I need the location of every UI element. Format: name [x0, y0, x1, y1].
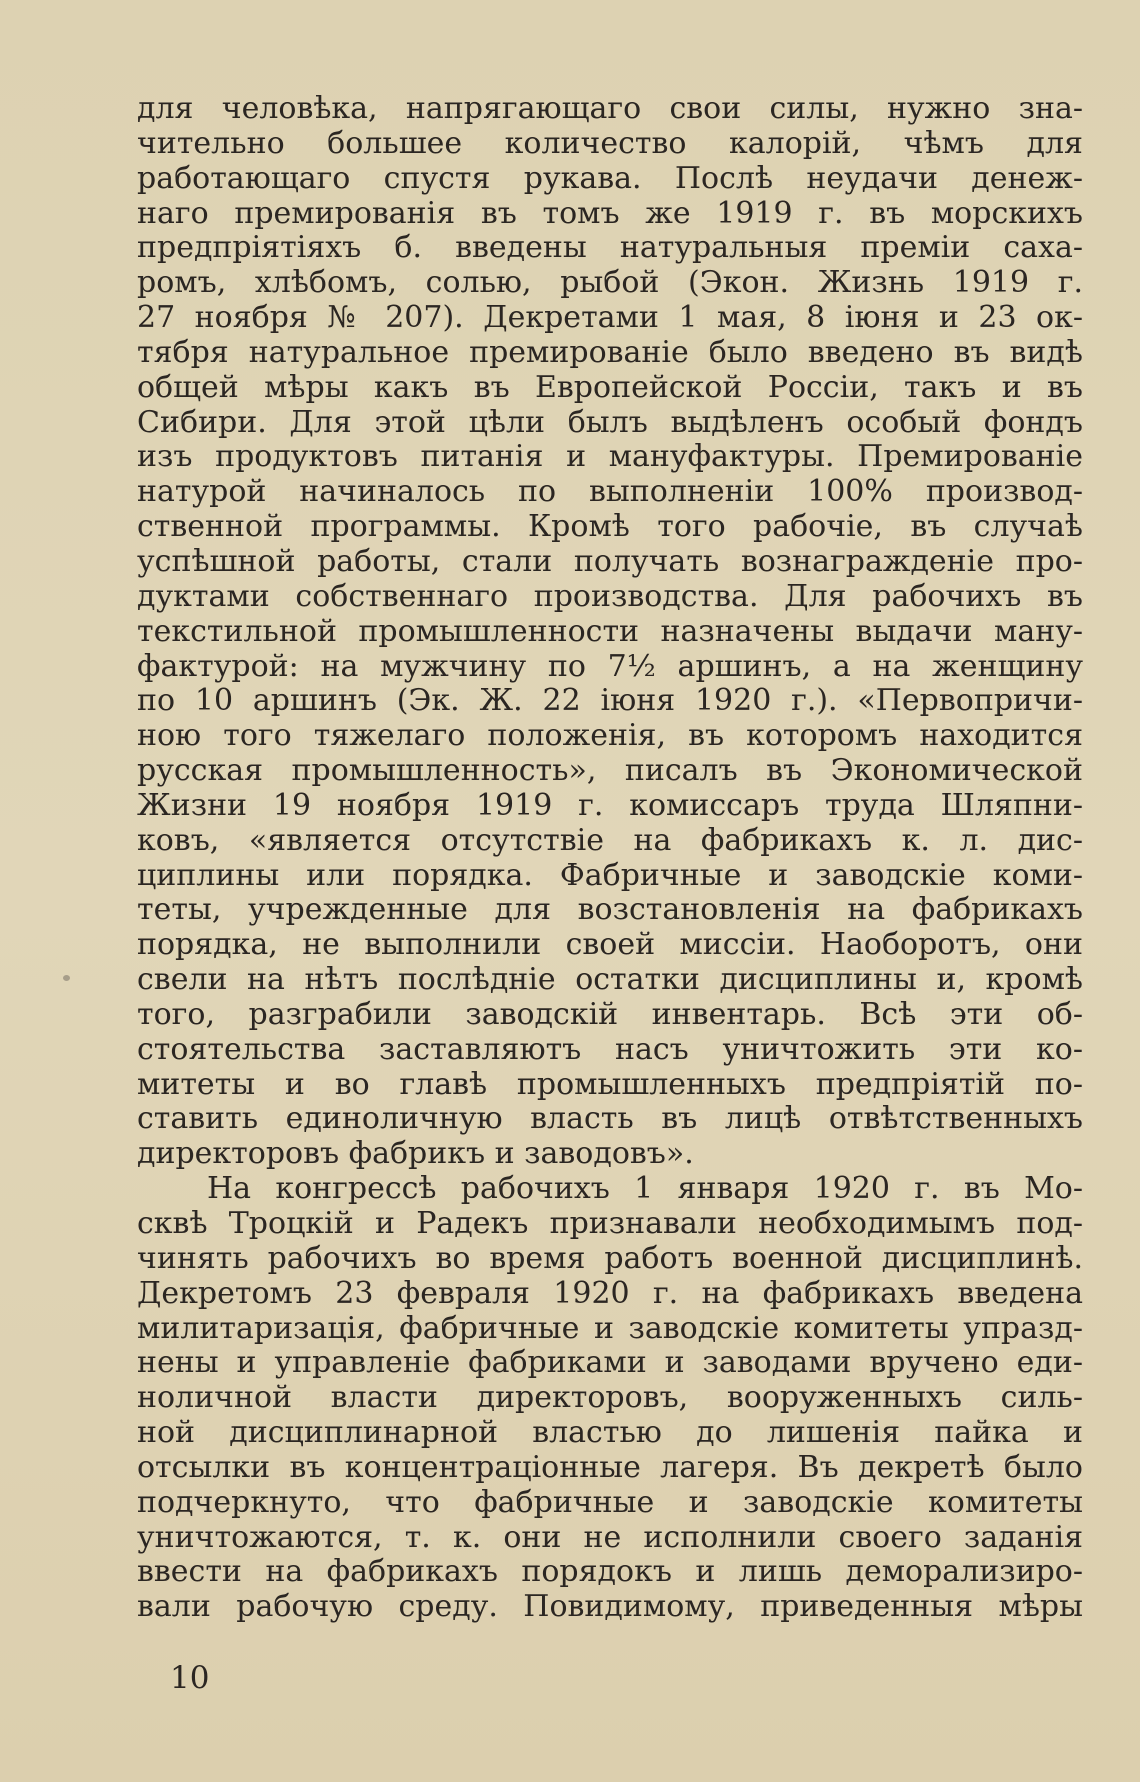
text-line: нены и управленіе фабриками и заводами вручено еди-	[137, 1346, 1083, 1381]
text-line: милитаризація, фабричные и заводскіе комитеты упразд-	[137, 1311, 1083, 1346]
text-line: предпріятіяхъ б. введены натуральныя преміи саха-	[137, 231, 1083, 266]
text-line: работающаго спустя рукава. Послѣ неудачи денеж-	[137, 161, 1083, 196]
text-line: тября натуральное премированіе было введено въ видѣ	[137, 335, 1083, 370]
text-line: 27 ноября № 207). Декретами 1 мая, 8 іюня и 23 ок-	[137, 301, 1083, 336]
text-line: дуктами собственнаго производства. Для рабочихъ въ	[137, 579, 1083, 614]
text-line: Жизни 19 ноября 1919 г. комиссаръ труда Шляпни-	[137, 788, 1083, 823]
text-line: уничтожаются, т. к. они не исполнили своего заданія	[137, 1520, 1083, 1555]
text-line: ною того тяжелаго положенія, въ которомъ находится	[137, 719, 1083, 754]
text-line: ставить единоличную власть въ лицѣ отвѣтственныхъ	[137, 1102, 1083, 1137]
text-line: того, разграбили заводскій инвентарь. Всѣ эти об-	[137, 997, 1083, 1032]
text-line: успѣшной работы, стали получать вознагражденіе про-	[137, 544, 1083, 579]
page-number: 10	[170, 1660, 210, 1696]
text-line: текстильной промышленности назначены выдачи ману-	[137, 614, 1083, 649]
text-line: чинять рабочихъ во время работъ военной дисциплинѣ.	[137, 1241, 1083, 1276]
text-line: ной дисциплинарной властью до лишенія пайка и	[137, 1416, 1083, 1451]
text-line: чительно большее количество калорій, чѣмъ для	[137, 126, 1083, 161]
text-line: теты, учрежденные для возстановленія на фабрикахъ	[137, 893, 1083, 928]
text-line: порядка, не выполнили своей миссіи. Наоборотъ, они	[137, 928, 1083, 963]
text-line: стоятельства заставляютъ насъ уничтожить эти ко-	[137, 1032, 1083, 1067]
text-line: по 10 аршинъ (Эк. Ж. 22 іюня 1920 г.). «Первопричи-	[137, 684, 1083, 719]
text-line: ковъ, «является отсутствіе на фабрикахъ к. л. дис-	[137, 823, 1083, 858]
text-line: Сибири. Для этой цѣли былъ выдѣленъ особый фондъ	[137, 405, 1083, 440]
text-line: общей мѣры какъ въ Европейской Россіи, такъ и въ	[137, 370, 1083, 405]
text-line: сквѣ Троцкій и Радекъ признавали необходимымъ под-	[137, 1207, 1083, 1241]
text-line: митеты и во главѣ промышленныхъ предпріятій по-	[137, 1067, 1083, 1102]
text-line: русская промышленность», писалъ въ Экономической	[137, 754, 1083, 789]
text-line: ноличной власти директоровъ, вооруженныхъ силь-	[137, 1381, 1083, 1416]
text-line: фактурой: на мужчину по 7½ аршинъ, а на женщину	[137, 649, 1083, 684]
text-line: ввести на фабрикахъ порядокъ и лишь деморализиро-	[137, 1555, 1083, 1590]
text-line: изъ продуктовъ питанія и мануфактуры. Премированіе	[137, 440, 1083, 475]
page-text	[137, 92, 1083, 1625]
text-line: наго премированія въ томъ же 1919 г. въ морскихъ	[137, 196, 1083, 231]
text-line: На конгрессѣ рабочихъ 1 января 1920 г. въ Мо-	[207, 1172, 1083, 1207]
text-line: подчеркнуто, что фабричные и заводскіе комитеты	[137, 1485, 1083, 1520]
text-line: ственной программы. Кромѣ того рабочіе, въ случаѣ	[137, 510, 1083, 545]
text-line: вали рабочую среду. Повидимому, приведенныя мѣры	[137, 1590, 1083, 1625]
text-line: свели на нѣтъ послѣдніе остатки дисциплины и, кромѣ	[137, 963, 1083, 998]
text-line: отсылки въ концентраціонные лагеря. Въ декретѣ было	[137, 1450, 1083, 1485]
text-line: ромъ, хлѣбомъ, солью, рыбой (Экон. Жизнь 1919 г.	[137, 266, 1083, 301]
text-line: циплины или порядка. Фабричные и заводскіе коми-	[137, 858, 1083, 893]
text-line: натурой начиналось по выполненіи 100% производ-	[137, 475, 1083, 510]
scan-speck	[63, 975, 70, 981]
text-line: для человѣка, напрягающаго свои силы, нужно зна-	[137, 92, 1083, 126]
text-line: директоровъ фабрикъ и заводовъ».	[137, 1137, 694, 1172]
text-line: Декретомъ 23 февраля 1920 г. на фабрикахъ введена	[137, 1276, 1083, 1311]
